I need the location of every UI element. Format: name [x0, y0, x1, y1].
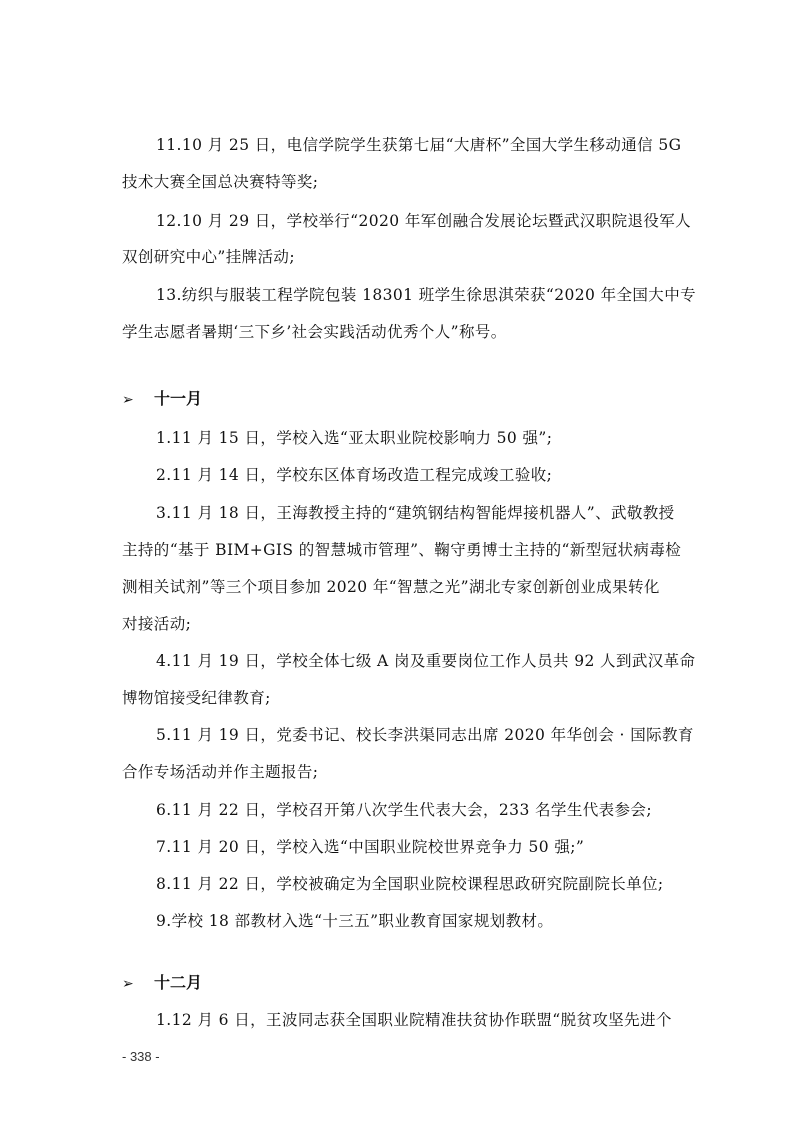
arrow-bullet-icon: ➢ — [122, 392, 134, 408]
list-item: 1.12 月 6 日，王波同志获全国职业院精准扶贫协作联盟“脱贫攻坚先进个 — [156, 1011, 672, 1029]
list-item: 5.11 月 19 日，党委书记、校长李洪渠同志出席 2020 年华创会 · 国际教育 — [156, 726, 694, 744]
list-item: 4.11 月 19 日，学校全体七级 A 岗及重要岗位工作人员共 92 人到武汉革命 — [156, 652, 696, 670]
section-heading-november — [122, 389, 202, 410]
list-item: 3.11 月 18 日，王海教授主持的“建筑钢结构智能焊接机器人”、武敬教授 — [156, 504, 675, 522]
list-item: 7.11 月 20 日，学校入选“中国职业院校世界竞争力 50 强;” — [156, 838, 585, 856]
list-item: 6.11 月 22 日，学校召开第八次学生代表大会，233 名学生代表参会; — [156, 801, 652, 819]
paragraph-line: 双创研究中心”挂牌活动; — [122, 248, 295, 266]
list-item-continuation: 博物馆接受纪律教育; — [122, 689, 271, 707]
paragraph-line: 技术大赛全国总决赛特等奖; — [122, 173, 319, 191]
list-item-continuation: 主持的“基于 BIM+GIS 的智慧城市管理”、鞠守勇博士主持的“新型冠状病毒检 — [122, 541, 682, 559]
paragraph-line: 学生志愿者暑期‘三下乡’社会实践活动优秀个人”称号。 — [122, 323, 507, 341]
list-item: 2.11 月 14 日，学校东区体育场改造工程完成竣工验收; — [156, 466, 553, 484]
list-item-continuation: 测相关试剂”等三个项目参加 2020 年“智慧之光”湖北专家创新创业成果转化 — [122, 578, 660, 596]
list-item: 1.11 月 15 日，学校入选“亚太职业院校影响力 50 强”; — [156, 429, 553, 447]
list-item-continuation: 对接活动; — [122, 615, 192, 633]
section-title: 十一月 — [154, 389, 203, 408]
paragraph-line: 11.10 月 25 日，电信学院学生获第七届“大唐杯”全国大学生移动通信 5G — [156, 136, 682, 154]
arrow-bullet-icon: ➢ — [122, 976, 134, 992]
section-title: 十二月 — [154, 973, 203, 992]
list-item: 8.11 月 22 日，学校被确定为全国职业院校课程思政研究院副院长单位; — [156, 875, 664, 893]
page-number: - 338 - — [122, 1049, 160, 1064]
list-item-continuation: 合作专场活动并作主题报告; — [122, 763, 319, 781]
paragraph-line: 12.10 月 29 日，学校举行“2020 年军创融合发展论坛暨武汉职院退役军人 — [156, 212, 692, 230]
paragraph-line: 13.纺织与服装工程学院包装 18301 班学生徐思淇荣获“2020 年全国大中专 — [156, 286, 697, 304]
section-heading-december — [122, 973, 202, 994]
list-item: 9.学校 18 部教材入选“十三五”职业教育国家规划教材。 — [156, 912, 554, 930]
